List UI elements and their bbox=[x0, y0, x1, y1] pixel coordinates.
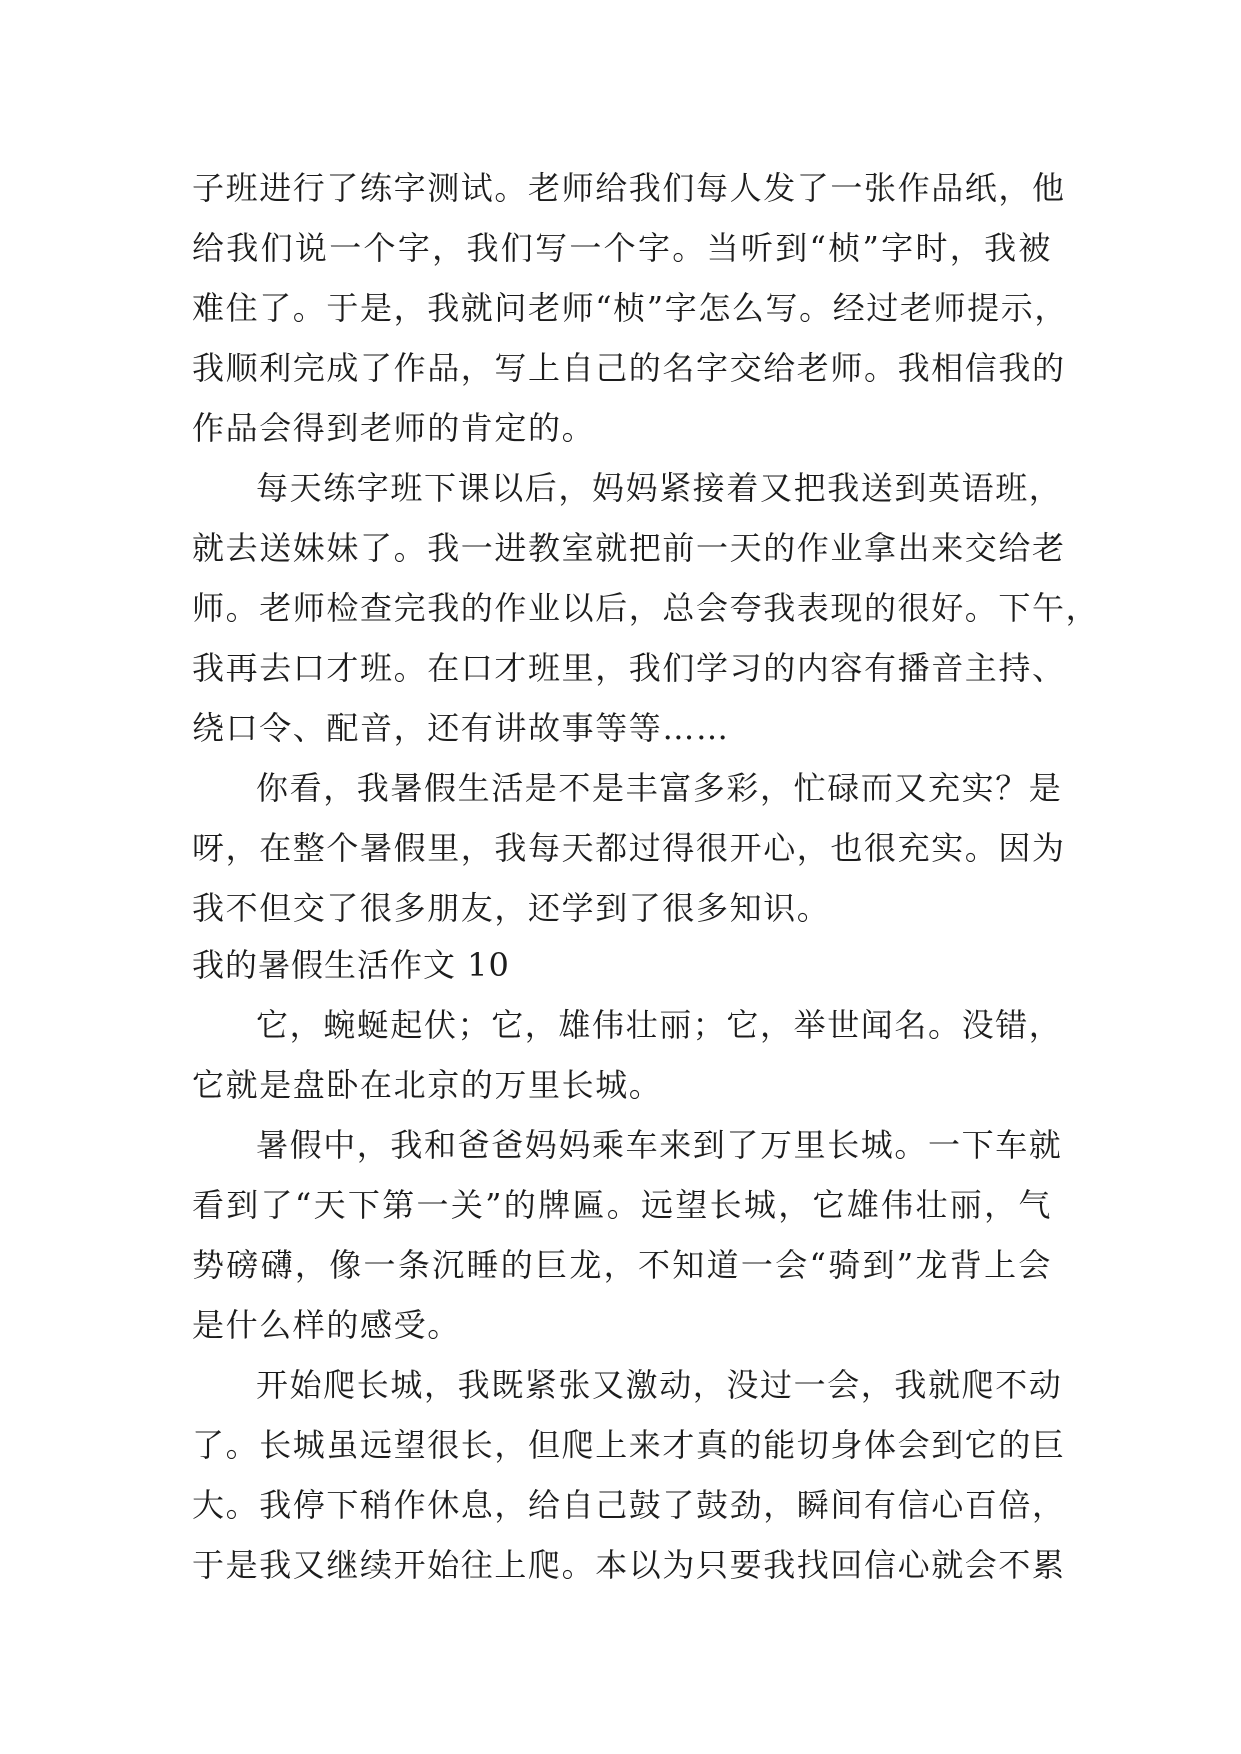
text-line-1: 子班进行了练字测试。老师给我们每人发了一张作品纸，他 bbox=[192, 169, 1066, 207]
text-line-9: 我再去口才班。在口才班里，我们学习的内容有播音主持、 bbox=[192, 649, 1066, 687]
text-line-15: 它，蜿蜒起伏；它，雄伟壮丽；它，举世闻名。没错， bbox=[256, 1006, 1063, 1044]
section-heading: 我的暑假生活作文 10 bbox=[192, 946, 510, 984]
text-line-21: 开始爬长城，我既紧张又激动，没过一会，我就爬不动 bbox=[256, 1366, 1063, 1404]
text-line-3: 难住了。于是，我就问老师“桢”字怎么写。经过老师提示， bbox=[192, 289, 1068, 327]
text-line-18: 看到了“天下第一关”的牌匾。远望长城，它雄伟壮丽，气 bbox=[192, 1186, 1052, 1224]
text-line-2: 给我们说一个字，我们写一个字。当听到“桢”字时，我被 bbox=[192, 229, 1052, 267]
text-line-5: 作品会得到老师的肯定的。 bbox=[192, 409, 596, 447]
text-line-6: 每天练字班下课以后，妈妈紧接着又把我送到英语班， bbox=[256, 469, 1063, 507]
text-line-12: 呀，在整个暑假里，我每天都过得很开心，也很充实。因为 bbox=[192, 829, 1066, 867]
text-line-22: 了。长城虽远望很长，但爬上来才真的能切身体会到它的巨 bbox=[192, 1426, 1066, 1464]
text-line-8: 师。老师检查完我的作业以后，总会夸我表现的很好。下午， bbox=[192, 589, 1100, 627]
text-line-17: 暑假中，我和爸爸妈妈乘车来到了万里长城。一下车就 bbox=[256, 1126, 1063, 1164]
text-line-20: 是什么样的感受。 bbox=[192, 1306, 461, 1344]
text-line-10: 绕口令、配音，还有讲故事等等…… bbox=[192, 709, 730, 747]
text-line-4: 我顺利完成了作品，写上自己的名字交给老师。我相信我的 bbox=[192, 349, 1066, 387]
text-line-7: 就去送妹妹了。我一进教室就把前一天的作业拿出来交给老 bbox=[192, 529, 1066, 567]
text-line-24: 于是我又继续开始往上爬。本以为只要我找回信心就会不累 bbox=[192, 1546, 1066, 1584]
text-line-13: 我不但交了很多朋友，还学到了很多知识。 bbox=[192, 889, 831, 927]
text-line-11: 你看，我暑假生活是不是丰富多彩，忙碌而又充实？是 bbox=[256, 769, 1063, 807]
text-line-23: 大。我停下稍作休息，给自己鼓了鼓劲，瞬间有信心百倍， bbox=[192, 1486, 1066, 1524]
text-line-16: 它就是盘卧在北京的万里长城。 bbox=[192, 1066, 663, 1104]
text-line-19: 势磅礴，像一条沉睡的巨龙，不知道一会“骑到”龙背上会 bbox=[192, 1246, 1052, 1284]
